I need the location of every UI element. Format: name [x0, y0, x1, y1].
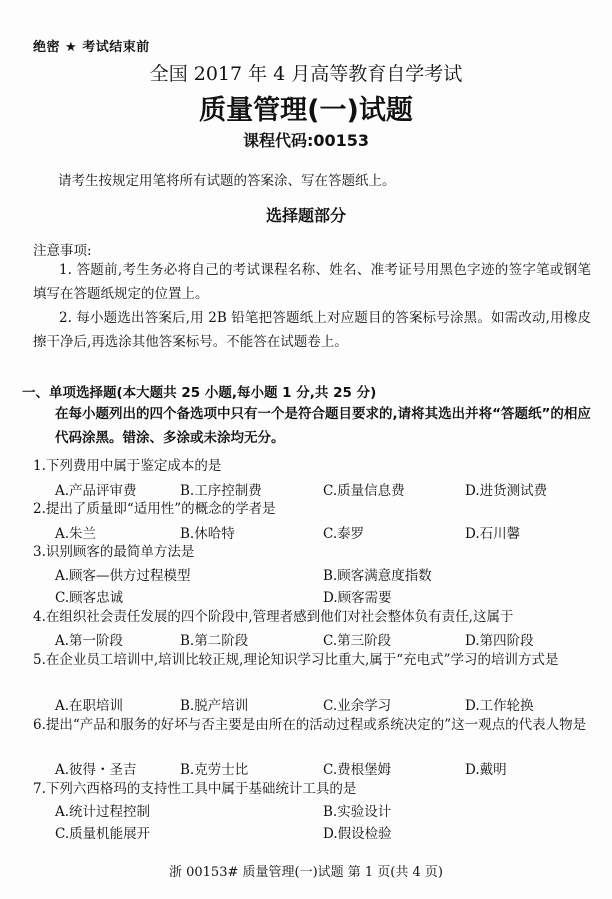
question-stem: 2.提出了质量即“适用性”的概念的学者是 [33, 501, 276, 517]
question-2 [33, 498, 593, 520]
notes-title: 注意事项: [33, 243, 92, 259]
question-stem: 4.在组织社会责任发展的四个阶段中,管理者感到他们对社会整体负有责任,这属于 [33, 609, 514, 625]
answer-instruction: 请考生按规定用笔将所有试题的答案涂、写在答题纸上。 [58, 173, 396, 189]
question-stem: 1.下列费用中属于鉴定成本的是 [33, 458, 222, 474]
question-1 [33, 455, 593, 477]
option-c: C.第三阶段 [323, 633, 392, 649]
subject-title: 质量管理(一)试题 [199, 95, 413, 126]
option-b: B.休哈特 [180, 526, 235, 542]
option-b: B.克劳士比 [180, 762, 249, 778]
part-heading: 一、单项选择题(本大题共 25 小题,每小题 1 分,共 25 分) [22, 385, 377, 401]
option-a: A.产品评审费 [55, 483, 137, 499]
exam-title: 全国 2017 年 4 月高等教育自学考试 [149, 63, 463, 85]
option-c: C.业余学习 [323, 698, 392, 714]
section-heading: 选择题部分 [265, 206, 346, 225]
option-b: B.脱产培训 [180, 698, 249, 714]
option-b: B.工序控制费 [180, 483, 262, 499]
option-b: B.实验设计 [323, 804, 392, 820]
option-d: D.工作轮换 [465, 698, 534, 714]
option-a: A.彼得・圣吉 [55, 762, 137, 778]
page-footer: 浙 00153# 质量管理(一)试题 第 1 页(共 4 页) [168, 865, 443, 880]
part-instruction: 在每小题列出的四个备选项中只有一个是符合题目要求的,请将其选出并将“答题纸”的相应代码涂黑。错涂、多涂或未涂均无分。 [55, 406, 591, 446]
option-a: A.在职培训 [55, 698, 124, 714]
question-4 [33, 606, 593, 628]
question-5 [33, 649, 593, 671]
option-b: B.顾客满意度指数 [323, 568, 432, 584]
option-c: C.顾客忠诚 [55, 590, 124, 606]
option-d: D.假设检验 [323, 826, 392, 842]
option-c: C.质量机能展开 [55, 826, 151, 842]
question-6 [33, 714, 593, 736]
question-stem: 3.识别顾客的最简单方法是 [33, 544, 195, 560]
question-stem: 5.在企业员工培训中,培训比较正规,理论知识学习比重大,属于“充电式”学习的培训方式是 [33, 652, 559, 668]
option-d: D.第四阶段 [465, 633, 534, 649]
confidential-label: 绝密 ★ 考试结束前 [33, 40, 150, 55]
option-b: B.第二阶段 [180, 633, 249, 649]
note-item: 2. 每小题选出答案后,用 2B 铅笔把答题纸上对应题目的答案标号涂黑。如需改动,用橡皮擦干净后,再选涂其他答案标号。不能答在试题卷上。 [33, 310, 591, 350]
option-c: C.质量信息费 [323, 483, 405, 499]
option-a: A.统计过程控制 [55, 804, 151, 820]
question-7 [33, 778, 593, 800]
option-a: A.顾客—供方过程模型 [55, 568, 191, 584]
option-c: C.泰罗 [323, 526, 365, 542]
course-code: 课程代码:00153 [242, 131, 370, 150]
option-d: D.石川馨 [465, 526, 521, 542]
option-a: A.第一阶段 [55, 633, 124, 649]
option-d: D.顾客需要 [323, 590, 392, 606]
note-item: 1. 答题前,考生务必将自己的考试课程名称、姓名、准考证号用黑色字迹的签字笔或钢笔填写在答题纸规定的位置上。 [33, 262, 591, 302]
question-stem: 7.下列六西格玛的支持性工具中属于基础统计工具的是 [33, 781, 357, 797]
option-a: A.朱兰 [55, 526, 97, 542]
question-3 [33, 541, 593, 563]
question-stem: 6.提出“产品和服务的好坏与否主要是由所在的活动过程或系统决定的”这一观点的代表人物是 [33, 717, 587, 733]
option-d: D.戴明 [465, 762, 507, 778]
option-c: C.费根堡姆 [323, 762, 392, 778]
option-d: D.进货测试费 [465, 483, 548, 499]
